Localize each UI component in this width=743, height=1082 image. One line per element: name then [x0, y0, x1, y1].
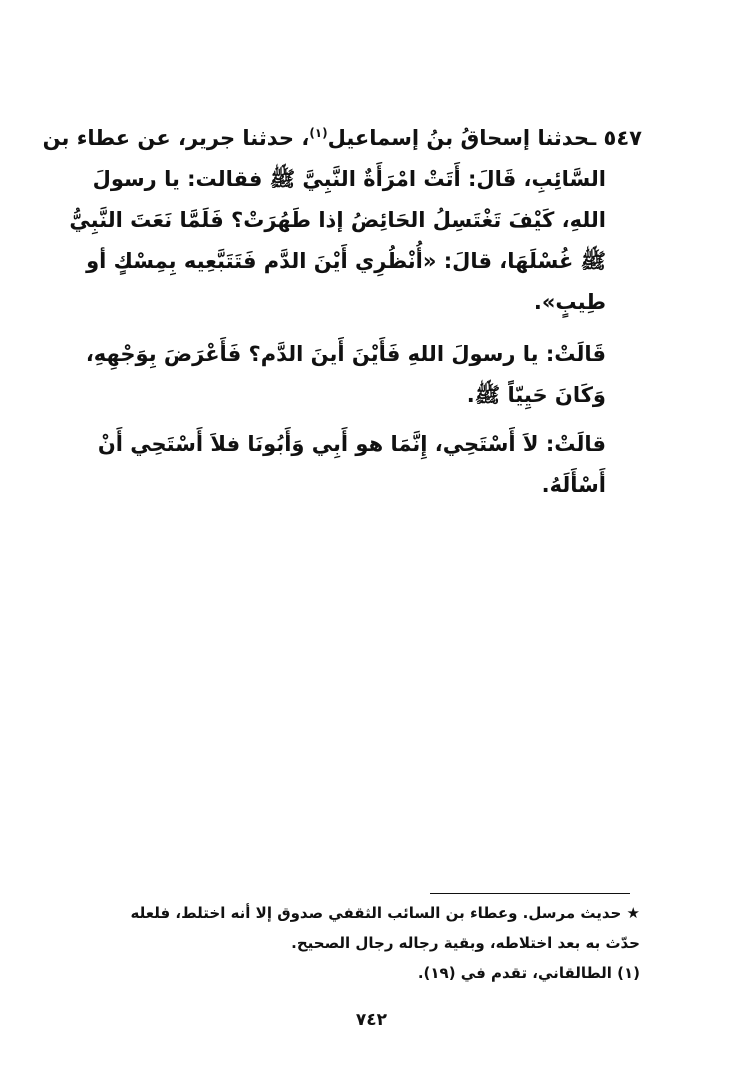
footnote-divider: [430, 893, 630, 894]
footnote-reference: (١): [309, 126, 328, 140]
text-segment: ـحدثنا إسحاقُ بنُ إسماعيل: [327, 126, 597, 150]
text-line: ﷺ غُسْلَهَا، قالَ: «أُنْظُرِي أَيْنَ الدَّم فَتَتَبَّعِيه بِمِسْكٍ أو: [86, 249, 606, 273]
text-line: وَكَانَ حَيِيّاً ﷺ.: [466, 383, 606, 407]
page-number: ٧٤٢: [355, 1010, 388, 1030]
footnotes: [80, 898, 640, 988]
text-line: قالَتْ: لاَ أَسْتَحِي، إِنَّمَا هو أَبِي وَأَبُونَا فلاَ أَسْتَحِي أَنْ: [97, 432, 606, 456]
hadith-paragraph-1: [42, 118, 642, 323]
text-line: اللهِ، كَيْفَ تَغْتَسِلُ الحَائِضُ إذا طَهُرَتْ؟ فَلَمَّا نَعَتَ النَّبِيُّ: [69, 208, 606, 232]
text-line: أَسْأَلَهُ.: [541, 473, 606, 497]
hadith-paragraph-2: [85, 334, 642, 416]
footnote-line: حدّث به بعد اختلاطه، وبقية رجاله رجال الصحيح.: [291, 934, 640, 952]
hadith-paragraph-3: [94, 424, 642, 506]
footnote-line: ★ حديث مرسل. وعطاء بن السائب الثقفي صدوق إلا أنه اختلط، فلعله: [130, 904, 640, 922]
text-line: طِيبٍ».: [533, 290, 606, 314]
text-segment: ، حدثنا جرير، عن عطاء بن: [42, 126, 310, 150]
text-line: [42, 118, 642, 159]
hadith-number: ٥٤٧: [603, 126, 642, 150]
text-line: السَّائِبِ، قَالَ: أَتَتْ امْرَأَةٌ النَّبِيَّ ﷺ فقالت: يا رسولَ: [92, 167, 606, 191]
footnote-1: (١) الطالقاني، تقدم في (١٩).: [417, 964, 640, 982]
text-line: قَالَتْ: يا رسولَ اللهِ فَأَيْنَ أَينَ الدَّم؟ فَأَعْرَضَ بِوَجْهِهِ،: [85, 342, 606, 366]
